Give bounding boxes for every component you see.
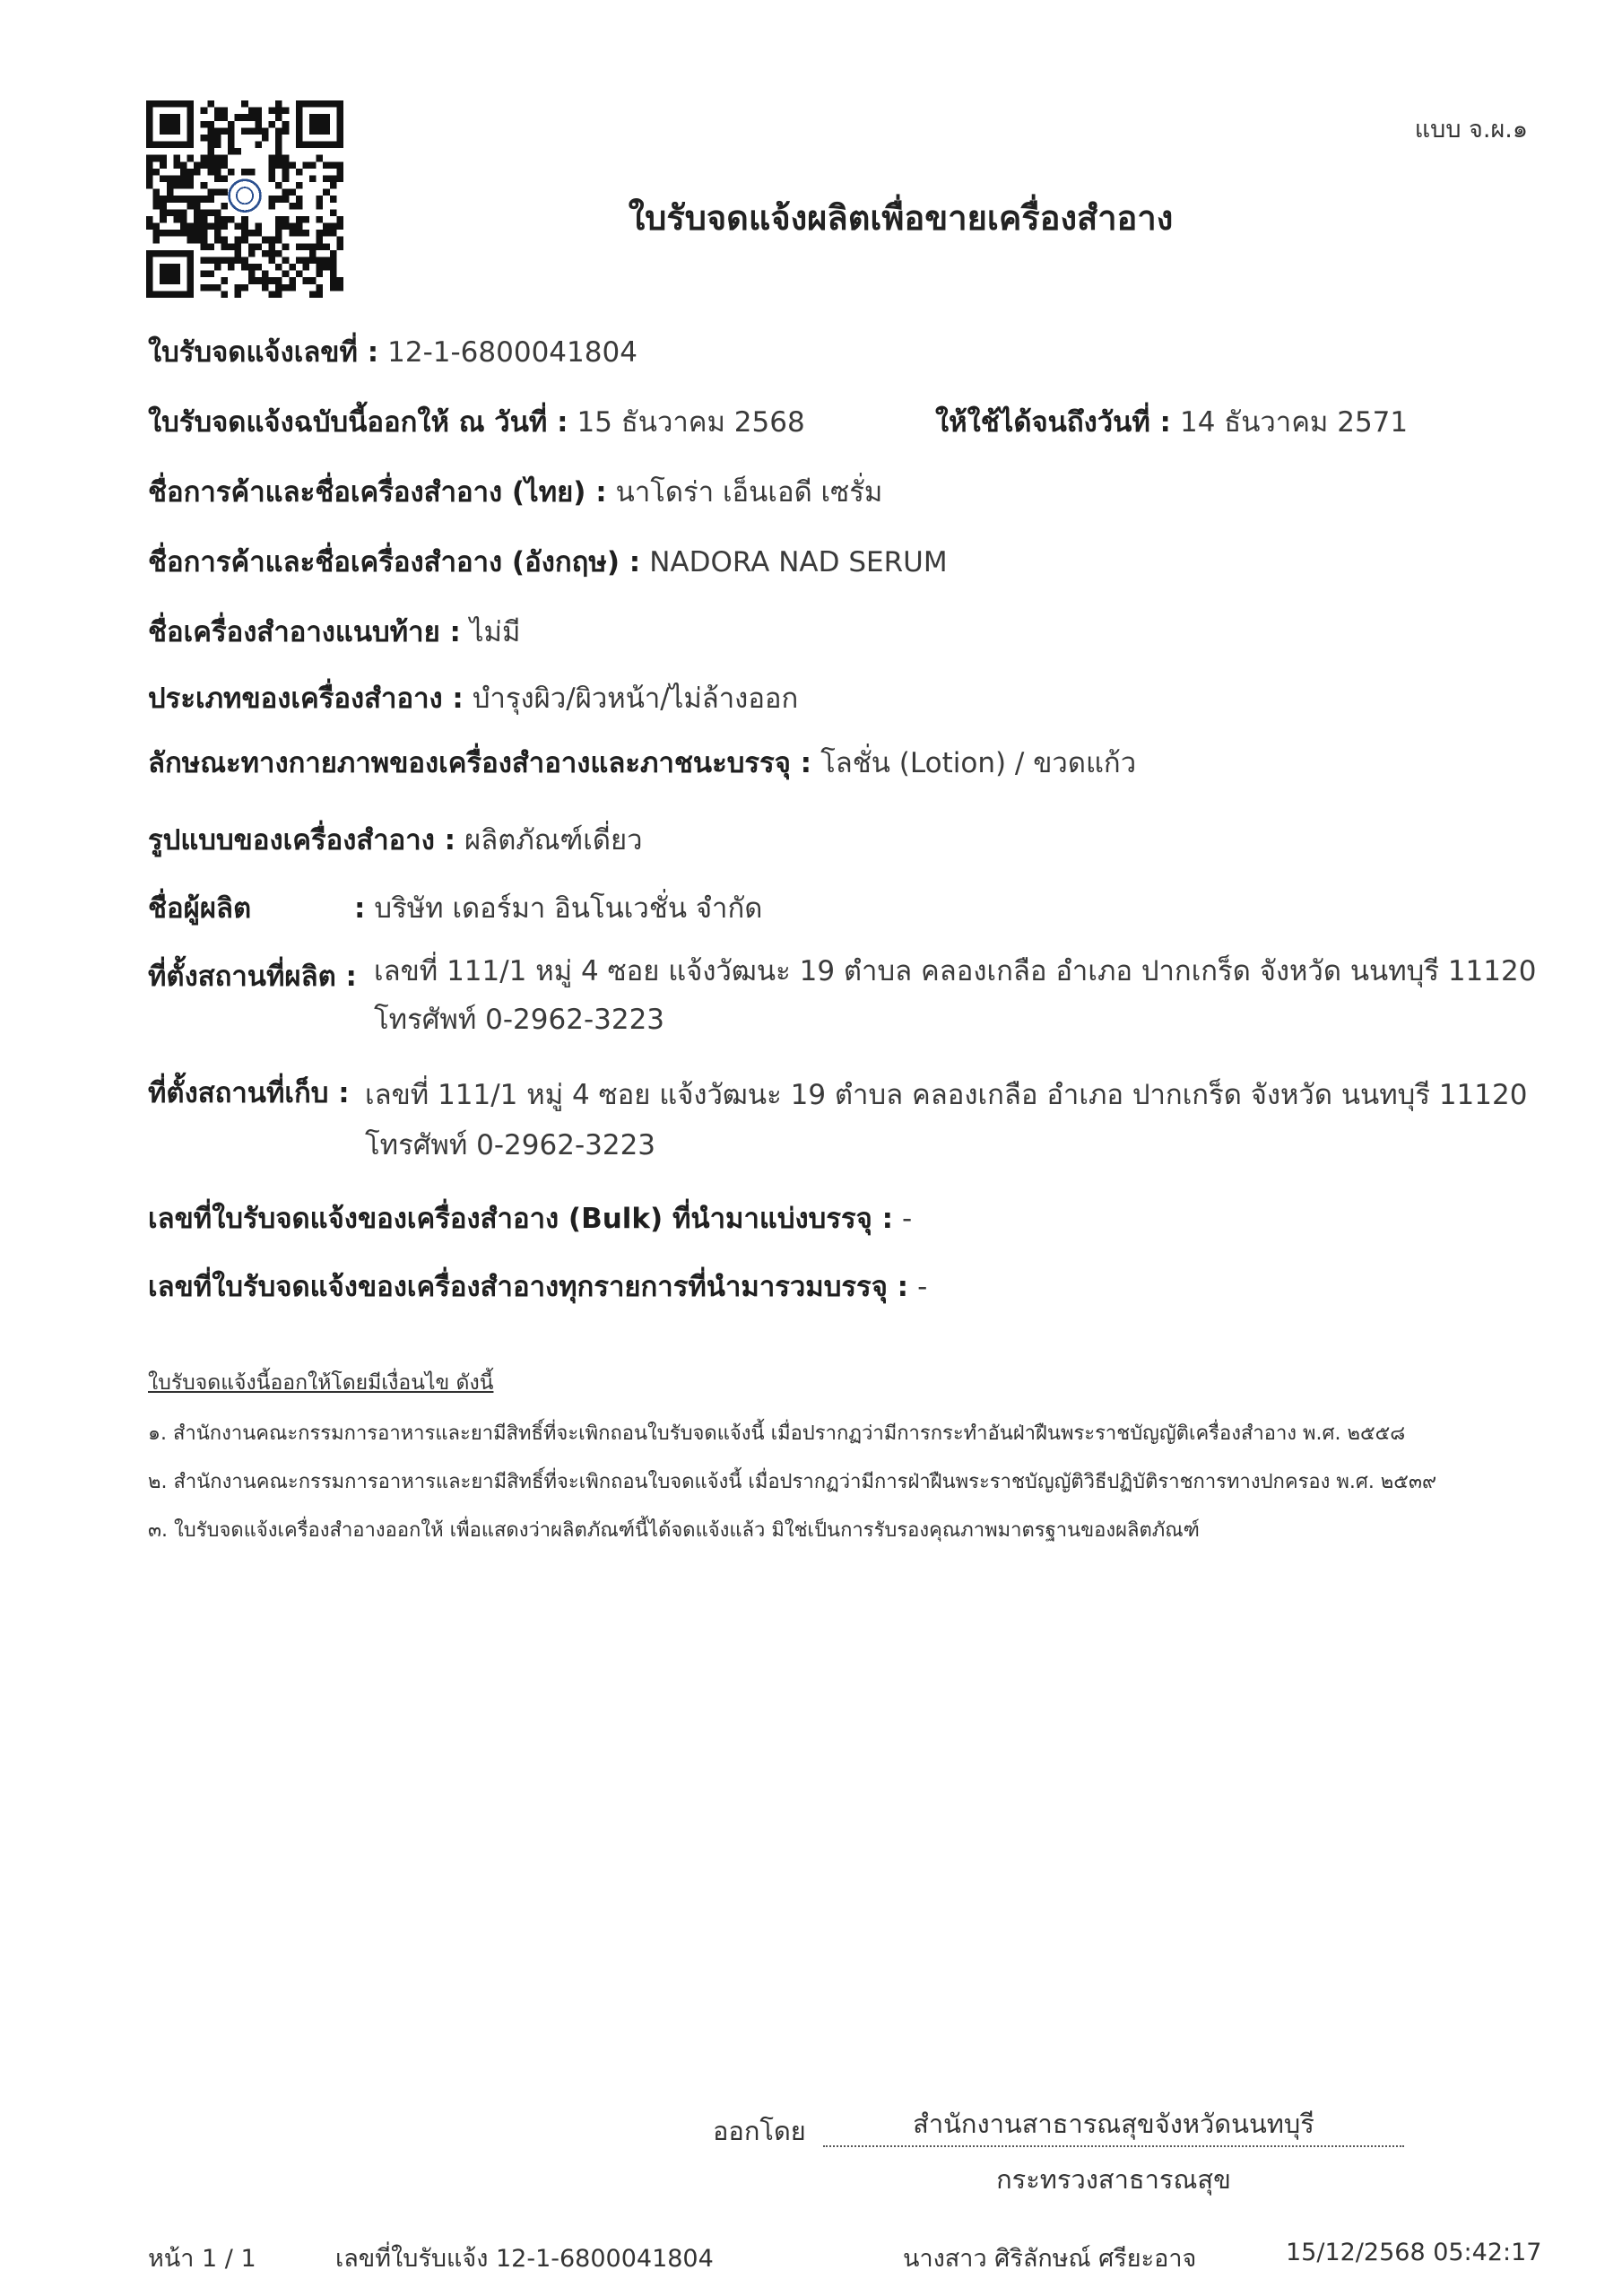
physical-form-value: โลชั่น (Lotion) / ขวดแก้ว xyxy=(820,747,1137,779)
storage-site-label: ที่ตั้งสถานที่เก็บ : xyxy=(148,1077,350,1109)
format-value: ผลิตภัณฑ์เดี่ยว xyxy=(464,824,643,857)
storage-site-row xyxy=(148,1073,350,1114)
appendix-name-value: ไม่มี xyxy=(469,616,521,648)
production-site-row xyxy=(148,956,357,997)
receipt-number-label: ใบรับจดแจ้งเลขที่ : xyxy=(148,336,379,369)
name-en-row xyxy=(148,542,948,583)
storage-site-address: เลขที่ 111/1 หมู่ 4 ซอย แจ้งวัฒนะ 19 ตำบล คลองเกลือ อำเภอ ปากเกร็ด จังหวัด นนทบุรี 11120 xyxy=(365,1079,1528,1111)
manufacturer-row xyxy=(148,888,251,929)
footer-receipt-ref: เลขที่ใบรับแจ้ง 12-1-6800041804 xyxy=(335,2245,714,2273)
receipt-number-value: 12-1-6800041804 xyxy=(387,336,638,369)
appendix-name-row xyxy=(148,612,520,653)
print-timestamp: 15/12/2568 05:42:17 xyxy=(1286,2239,1542,2266)
name-en-label: ชื่อการค้าและชื่อเครื่องสำอาง (อังกฤษ) : xyxy=(148,546,641,578)
condition-item-3: ๓. ใบรับจดแจ้งเครื่องสำอางออกให้ เพื่อแสดงว่าผลิตภัณฑ์นี้ได้จดแจ้งแล้ว มิใช่เป็นการรับรองคุณภาพมาตรฐานของผลิตภัณฑ์ xyxy=(148,1519,1200,1542)
production-site-address: เลขที่ 111/1 หมู่ 4 ซอย แจ้งวัฒนะ 19 ตำบล คลองเกลือ อำเภอ ปากเกร็ด จังหวัด นนทบุรี 11120 xyxy=(374,955,1537,987)
document-title: ใบรับจดแจ้งผลิตเพื่อขายเครื่องสำอาง xyxy=(628,198,1174,238)
issue-date-row xyxy=(148,402,805,443)
physical-form-label: ลักษณะทางกายภาพของเครื่องสำอางและภาชนะบรรจุ : xyxy=(148,747,812,779)
cosmetic-type-row xyxy=(148,678,798,719)
issuer-dotted-line xyxy=(823,2145,1404,2147)
appendix-name-label: ชื่อเครื่องสำอางแนบท้าย : xyxy=(148,616,461,648)
valid-until-value: 14 ธันวาคม 2571 xyxy=(1179,406,1409,439)
cosmetic-type-value: บำรุงผิว/ผิวหน้า/ไม่ล้างออก xyxy=(472,683,799,715)
conditions-heading: ใบรับจดแจ้งนี้ออกให้โดยมีเงื่อนไข ดังนี้ xyxy=(148,1371,494,1395)
bulk-number-label: เลขที่ใบรับจดแจ้งของเครื่องสำอาง (Bulk) ที่นำมาแบ่งบรรจุ : xyxy=(148,1203,893,1235)
bulk-number-row xyxy=(148,1198,912,1239)
name-th-row xyxy=(148,472,882,513)
page-number: หน้า 1 / 1 xyxy=(148,2245,256,2273)
name-th-label: ชื่อการค้าและชื่อเครื่องสำอาง (ไทย) : xyxy=(148,476,607,509)
cosmetic-type-label: ประเภทของเครื่องสำอาง : xyxy=(148,683,464,715)
manufacturer-value: บริษัท เดอร์มา อินโนเวชั่น จำกัด xyxy=(374,892,763,925)
issuing-ministry: กระทรวงสาธารณสุข xyxy=(996,2164,1231,2195)
receipt-number-row xyxy=(148,332,638,373)
bulk-number-value: - xyxy=(901,1203,913,1235)
issuing-office: สำนักงานสาธารณสุขจังหวัดนนทบุรี xyxy=(913,2109,1314,2139)
issued-by-label: ออกโดย xyxy=(713,2116,806,2146)
combined-number-label: เลขที่ใบรับจดแจ้งของเครื่องสำอางทุกรายการที่นำมารวมบรรจุ : xyxy=(148,1271,909,1303)
name-en-value: NADORA NAD SERUM xyxy=(649,546,948,578)
valid-until-label: ให้ใช้ได้จนถึงวันที่ : xyxy=(935,406,1171,439)
format-label: รูปแบบของเครื่องสำอาง : xyxy=(148,824,456,857)
issue-date-value: 15 ธันวาคม 2568 xyxy=(577,406,805,439)
combined-number-value: - xyxy=(917,1271,928,1303)
signer-name: นางสาว ศิริลักษณ์ ศรียะอาจ xyxy=(903,2245,1197,2273)
physical-form-row xyxy=(148,743,1136,784)
combined-number-row xyxy=(148,1266,927,1308)
condition-item-1: ๑. สำนักงานคณะกรรมการอาหารและยามีสิทธิ์ที่จะเพิกถอนใบรับจดแจ้งนี้ เมื่อปรากฏว่ามีการกระทำอันฝ่าฝืนพระราชบัญญัติเครื่องสำอาง พ.ศ. ๒๕๕๘ xyxy=(148,1422,1406,1445)
storage-site-phone: โทรศัพท์ 0-2962-3223 xyxy=(365,1129,656,1161)
production-site-phone: โทรศัพท์ 0-2962-3223 xyxy=(374,1004,665,1036)
valid-until-row xyxy=(935,402,1408,443)
issue-date-label: ใบรับจดแจ้งฉบับนี้ออกให้ ณ วันที่ : xyxy=(148,406,568,439)
manufacturer-label: ชื่อผู้ผลิต xyxy=(148,892,252,925)
manufacturer-value-row xyxy=(354,888,762,929)
form-code: แบบ จ.ผ.๑ xyxy=(1414,116,1528,144)
production-site-label: ที่ตั้งสถานที่ผลิต : xyxy=(148,961,357,993)
manufacturer-colon: : xyxy=(354,892,366,925)
format-row xyxy=(148,820,643,861)
condition-item-2: ๒. สำนักงานคณะกรรมการอาหารและยามีสิทธิ์ที่จะเพิกถอนใบจดแจ้งนี้ เมื่อปรากฏว่ามีการฝ่าฝืนพระราชบัญญัติวิธีปฏิบัติราชการทางปกครอง พ.ศ. ๒๕๓๙ xyxy=(148,1471,1437,1493)
name-th-value: นาโดร่า เอ็นเอดี เซรั่ม xyxy=(615,476,883,509)
